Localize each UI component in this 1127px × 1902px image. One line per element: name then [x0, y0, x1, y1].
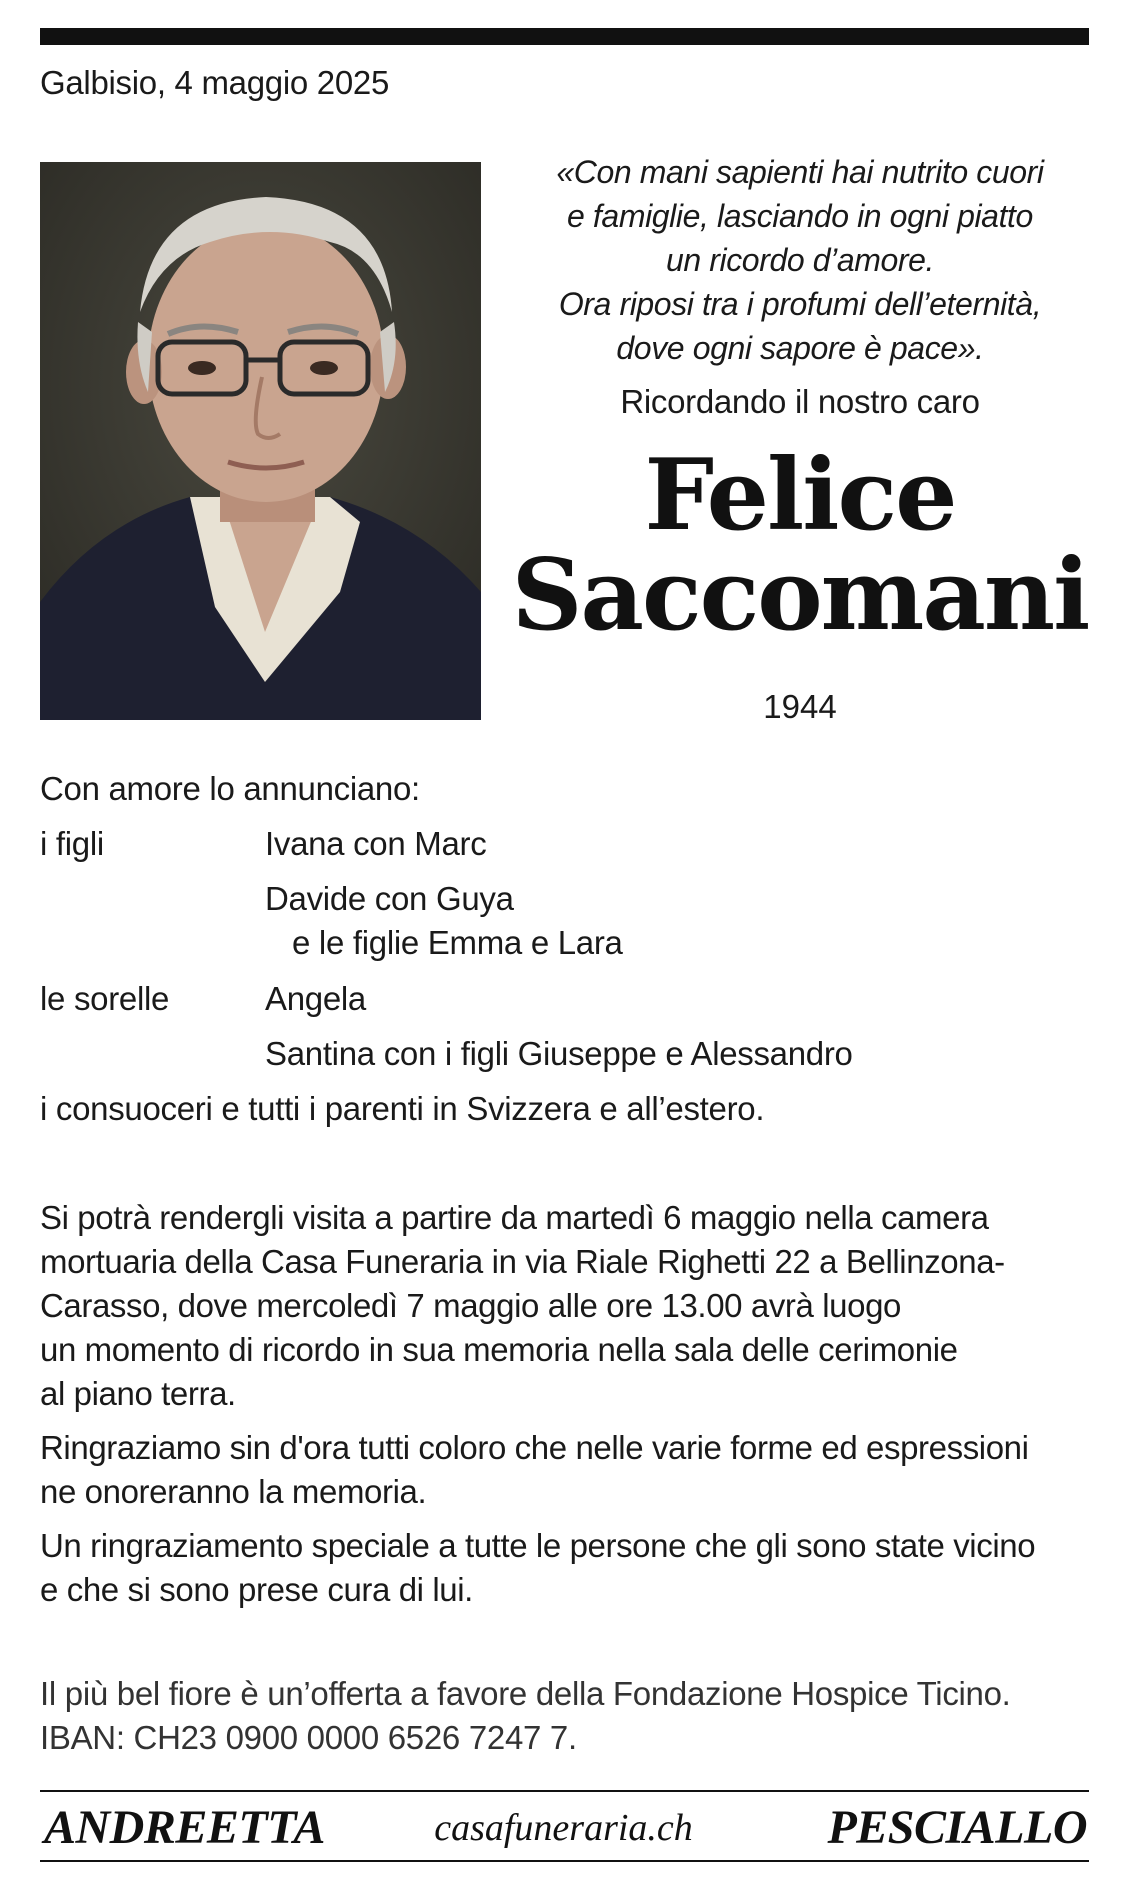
top-rule: [40, 28, 1089, 45]
quote-line: «Con mani sapienti hai nutrito cuori: [556, 154, 1044, 190]
text-line: ne onoreranno la memoria.: [40, 1473, 427, 1510]
sister-entry: Santina con i figli Giuseppe e Alessandro: [265, 1035, 853, 1072]
deceased-name: [510, 438, 1090, 653]
sister-entry: Angela: [265, 980, 366, 1017]
other-relatives: i consuoceri e tutti i parenti in Svizzera e all’estero.: [40, 1090, 765, 1127]
visitation-paragraph: [40, 1196, 1100, 1416]
text-line: Ringraziamo sin d'ora tutti coloro che nelle varie forme ed espressioni: [40, 1429, 1029, 1466]
child-entry: Ivana con Marc: [265, 825, 487, 862]
quote-line: dove ogni sapore è pace».: [616, 330, 984, 366]
child-entry-sub: e le figlie Emma e Lara: [292, 924, 623, 961]
quote-line: e famiglie, lasciando in ogni piatto: [567, 198, 1033, 234]
donation-line: IBAN: CH23 0900 0000 6526 7247 7.: [40, 1719, 577, 1756]
text-line: Un ringraziamento speciale a tutte le persone che gli sono state vicino: [40, 1527, 1036, 1564]
memorial-quote: [510, 150, 1090, 370]
footer-bottom-rule: [40, 1860, 1089, 1862]
children-label: i figli: [40, 825, 104, 862]
footer-website[interactable]: casafuneraria.ch: [434, 1807, 693, 1849]
footer-top-rule: [40, 1790, 1089, 1792]
donation-line: Il più bel fiore è un’offerta a favore della Fondazione Hospice Ticino.: [40, 1675, 1011, 1712]
text-line: al piano terra.: [40, 1375, 236, 1412]
thanks-paragraph: [40, 1426, 1100, 1514]
donation-note: [40, 1672, 1100, 1760]
special-thanks-paragraph: [40, 1524, 1100, 1612]
place-date: Galbisio, 4 maggio 2025: [40, 64, 389, 101]
footer-left-name: ANDREETTA: [44, 1801, 325, 1854]
portrait-photo: [40, 162, 481, 720]
text-line: Si potrà rendergli visita a partire da martedì 6 maggio nella camera: [40, 1199, 989, 1236]
remembrance-intro: Ricordando il nostro caro: [620, 383, 980, 420]
text-line: mortuaria della Casa Funeraria in via Riale Righetti 22 a Bellinzona-: [40, 1243, 1005, 1280]
last-name: Saccomani: [511, 538, 1089, 653]
quote-line: Ora riposi tra i profumi dell’eternità,: [558, 286, 1042, 322]
first-name: Felice: [644, 438, 956, 553]
sisters-label: le sorelle: [40, 980, 170, 1017]
text-line: e che si sono prese cura di lui.: [40, 1571, 473, 1608]
quote-line: un ricordo d’amore.: [665, 242, 935, 278]
child-entry: Davide con Guya: [265, 880, 514, 917]
footer-right-name: PESCIALLO: [827, 1801, 1087, 1854]
announce-heading: Con amore lo annunciano:: [40, 770, 420, 807]
birth-year: 1944: [763, 688, 837, 725]
text-line: Carasso, dove mercoledì 7 maggio alle ore 13.00 avrà luogo: [40, 1287, 901, 1324]
text-line: un momento di ricordo in sua memoria nella sala delle cerimonie: [40, 1331, 958, 1368]
